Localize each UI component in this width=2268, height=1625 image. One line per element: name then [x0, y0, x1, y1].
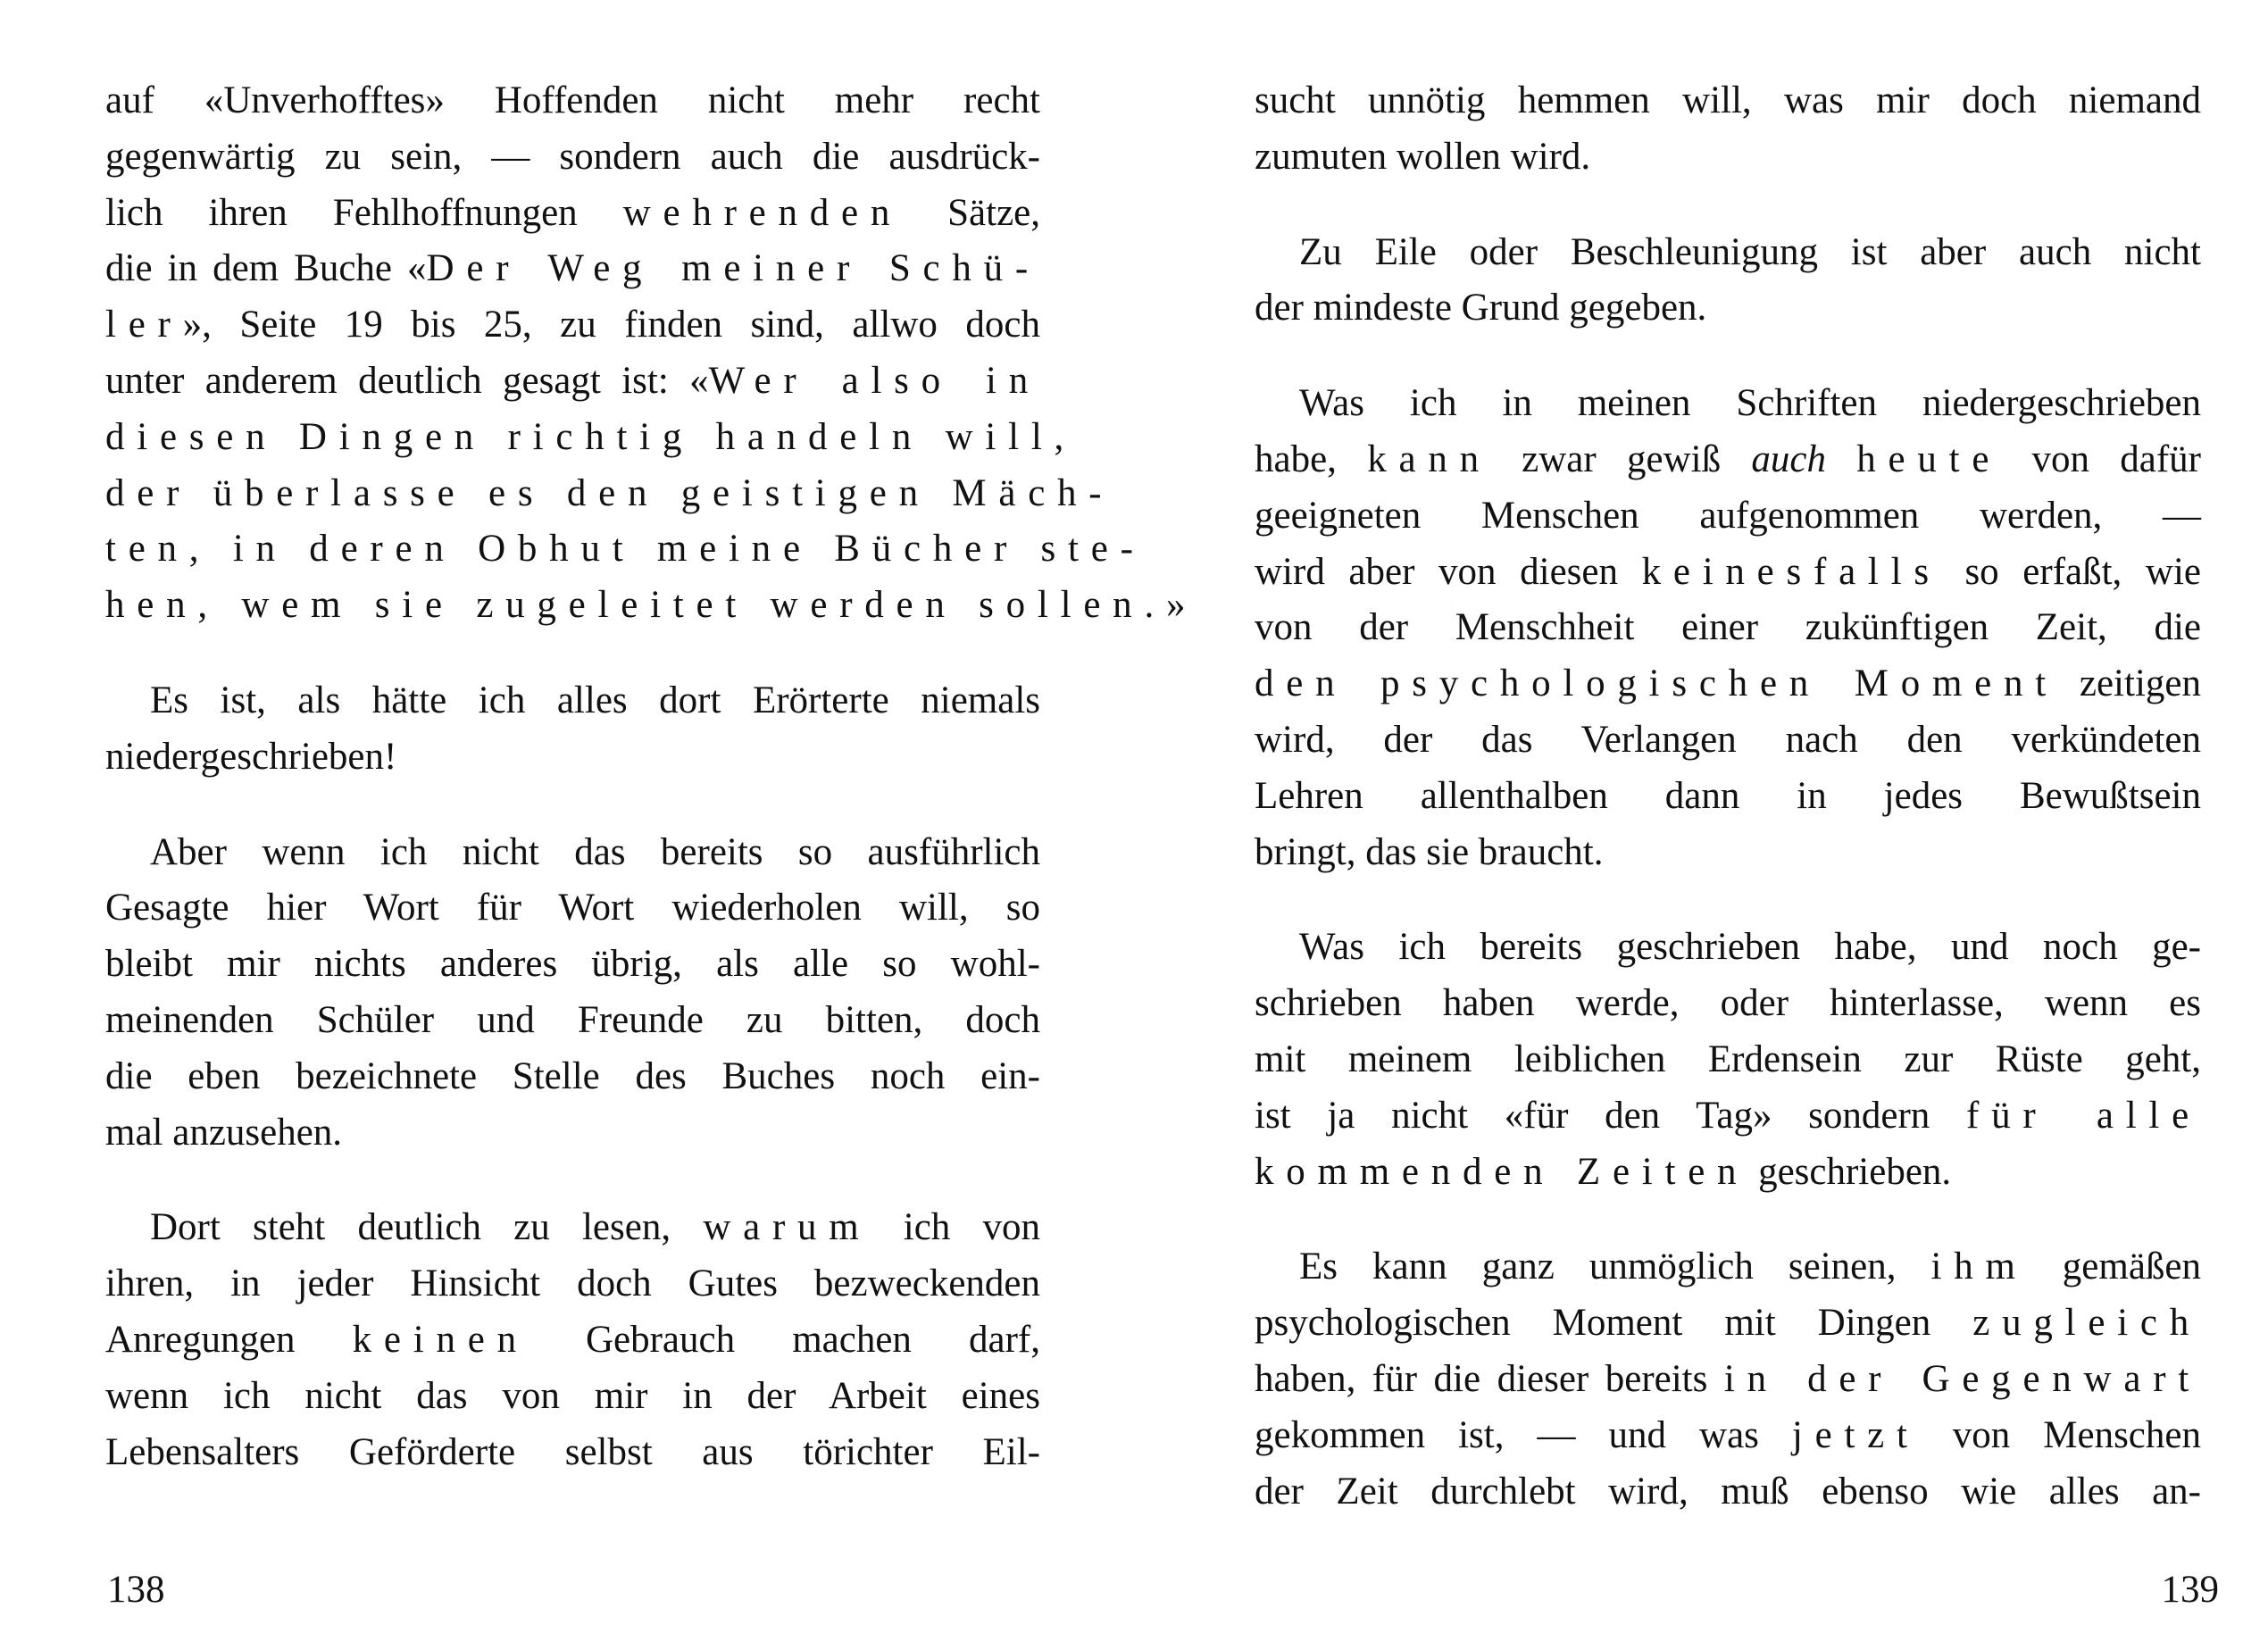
- text-line: [105, 1425, 1040, 1481]
- text-line: [105, 993, 1040, 1049]
- text-run: Es ist, als hätte ich alles dort Erörterte niemals: [150, 679, 1040, 721]
- text-line: [105, 1369, 1040, 1425]
- right-page-text: [1255, 73, 2201, 1520]
- paragraph: [1255, 73, 2201, 186]
- text-run: zwar gewiß: [1490, 438, 1752, 480]
- text-run: meinenden Schüler und Freunde zu bitten, doch: [105, 998, 1040, 1041]
- text-line: [105, 1312, 1040, 1369]
- spaced-emphasis: keinen: [352, 1318, 529, 1361]
- text-line: [105, 937, 1040, 993]
- paragraph: [1255, 225, 2201, 338]
- paragraph-gap: [1255, 186, 2201, 225]
- text-run: geschrieben.: [1748, 1150, 1952, 1193]
- text-run: », Seite 19 bis 25, zu finden sind, allwo doch: [182, 304, 1040, 346]
- text-line: [1255, 432, 2201, 488]
- paragraph-gap: [105, 1161, 1040, 1200]
- text-line: [1255, 376, 2201, 432]
- text-line: [105, 241, 1040, 297]
- text-run: Lebensalters Geförderte selbst aus törichter Eil-: [105, 1430, 1040, 1473]
- text-run: niedergeschrieben!: [105, 735, 397, 778]
- text-run: von Menschen: [1919, 1413, 2201, 1456]
- text-line: [1255, 656, 2201, 712]
- text-line: [105, 880, 1040, 937]
- italic-emphasis: auch: [1751, 438, 1826, 480]
- text-line: [1255, 545, 2201, 601]
- text-run: schrieben haben werde, oder hinterlasse, wenn es: [1255, 982, 2201, 1025]
- text-line: [1255, 129, 2201, 186]
- spaced-emphasis: heute: [1856, 438, 2002, 480]
- spaced-emphasis: zugleich: [1972, 1302, 2201, 1345]
- paragraph: [105, 1200, 1040, 1480]
- text-line: [1255, 1088, 2201, 1145]
- text-run: ist ja nicht «für den Tag» sondern: [1255, 1094, 1966, 1137]
- text-run: zeitigen: [2057, 662, 2201, 705]
- text-run: die in dem Buche «: [105, 247, 427, 290]
- spaced-emphasis: warum: [703, 1206, 871, 1249]
- paragraph-gap: [105, 786, 1040, 825]
- text-line: [105, 1200, 1040, 1256]
- text-line: [1255, 976, 2201, 1032]
- text-run: Es kann ganz unmöglich seinen,: [1299, 1246, 1931, 1288]
- text-line: [1255, 600, 2201, 656]
- text-run: gemäßen: [2027, 1246, 2201, 1288]
- text-run: Was ich bereits geschrieben habe, und noch ge-: [1299, 926, 2201, 969]
- text-line: [1255, 1464, 2201, 1521]
- paragraph: [105, 73, 1186, 634]
- text-line: [1255, 920, 2201, 976]
- text-run: Sätze,: [902, 191, 1040, 234]
- text-run: so erfaßt, wie: [1940, 550, 2201, 593]
- text-run: habe,: [1255, 438, 1368, 480]
- text-line: [105, 354, 1040, 410]
- text-line: [1255, 1145, 2201, 1201]
- text-run: psychologischen Moment mit Dingen: [1255, 1302, 1973, 1345]
- text-line: [105, 73, 1040, 129]
- spaced-emphasis: ler: [105, 304, 183, 346]
- text-run: die eben bezeichnete Stelle des Buches noch ein-: [105, 1054, 1040, 1097]
- text-line: [105, 521, 1146, 578]
- spaced-emphasis: diesen Dingen richtig handeln will,: [105, 415, 1077, 458]
- text-run: unter anderem deutlich gesagt ist: «: [105, 359, 709, 402]
- spaced-emphasis: hen, wem sie zugeleitet werden sollen.: [105, 584, 1166, 627]
- text-line: [105, 186, 1040, 242]
- text-run: Lehren allenthalben dann in jedes Bewußtsein: [1255, 774, 2201, 817]
- text-line: [1255, 1408, 2201, 1464]
- text-run: von dafür: [2001, 438, 2201, 480]
- text-run: mal anzusehen.: [105, 1111, 343, 1154]
- text-line: [1255, 225, 2201, 281]
- text-line: [105, 1105, 1040, 1162]
- text-line: [1255, 769, 2201, 825]
- left-page-text: [105, 73, 1186, 1480]
- spaced-emphasis: den psychologischen Moment: [1255, 662, 2058, 705]
- paragraph: [1255, 376, 2201, 880]
- text-line: [105, 297, 1040, 354]
- paragraph-gap: [1255, 880, 2201, 920]
- text-run: wird aber von diesen: [1255, 550, 1642, 593]
- spaced-emphasis: kommenden Zeiten: [1255, 1150, 1749, 1193]
- text-run: geeigneten Menschen aufgenommen werden, —: [1255, 494, 2201, 537]
- text-line: [1255, 280, 2201, 337]
- text-line: [1255, 73, 2201, 129]
- text-run: wenn ich nicht das von mir in der Arbeit eines: [105, 1374, 1040, 1417]
- text-run: ich von: [871, 1206, 1040, 1249]
- spaced-emphasis: ihm: [1930, 1246, 2028, 1288]
- text-run: ihren, in jeder Hinsicht doch Gutes bezweckenden: [105, 1262, 1040, 1305]
- page-number: 139: [2161, 1569, 2219, 1611]
- text-line: [105, 1256, 1040, 1312]
- text-run: haben, für die dieser bereits: [1255, 1357, 1724, 1400]
- paragraph-gap: [1255, 1200, 2201, 1239]
- paragraph: [105, 825, 1040, 1162]
- spaced-emphasis: jetzt: [1791, 1413, 1920, 1456]
- text-line: [105, 466, 1114, 522]
- paragraph-gap: [105, 634, 1040, 673]
- spaced-emphasis: wehrenden: [622, 191, 903, 234]
- text-run: Gesagte hier Wort für Wort wiederholen will, so: [105, 887, 1040, 929]
- spaced-emphasis: kann: [1367, 438, 1491, 480]
- text-run: sucht unnötig hemmen will, was mir doch niemand: [1255, 79, 2201, 121]
- spaced-emphasis: keinesfalls: [1641, 550, 1941, 593]
- text-line: [1255, 825, 2201, 881]
- text-line: [105, 729, 1040, 786]
- page-number: 138: [107, 1569, 165, 1611]
- text-line: [1255, 1296, 2201, 1352]
- paragraph-gap: [1255, 337, 2201, 376]
- text-line: [1255, 1352, 2201, 1408]
- text-run: Dort steht deutlich zu lesen,: [150, 1206, 704, 1249]
- text-line: [105, 578, 1186, 634]
- text-run: Aber wenn ich nicht das bereits so ausführlich: [150, 830, 1040, 873]
- text-run: bleibt mir nichts anderes übrig, als alle so wohl-: [105, 943, 1040, 986]
- spaced-emphasis: der überlasse es den geistigen Mäch-: [105, 471, 1114, 514]
- text-run: der Zeit durchlebt wird, muß ebenso wie alles an-: [1255, 1470, 2201, 1512]
- text-line: [105, 1049, 1040, 1105]
- text-run: Zu Eile oder Beschleunigung ist aber auch nicht: [1299, 230, 2201, 273]
- text-line: [1255, 488, 2201, 545]
- text-run: bringt, das sie braucht.: [1255, 830, 1604, 873]
- text-line: [105, 410, 1077, 466]
- spaced-emphasis: Der Weg meiner Schü-: [426, 247, 1040, 290]
- spaced-emphasis: für alle: [1966, 1094, 2201, 1137]
- text-run: Was ich in meinen Schriften niedergeschrieben: [1299, 382, 2201, 425]
- text-line: [105, 129, 1040, 186]
- text-run: [1826, 438, 1856, 480]
- text-line: [105, 673, 1040, 729]
- text-run: mit meinem leiblichen Erdensein zur Rüste geht,: [1255, 1038, 2201, 1080]
- text-run: gekommen ist, — und was: [1255, 1413, 1792, 1456]
- text-run: Anregungen: [105, 1318, 353, 1361]
- spaced-emphasis: in der Gegenwart: [1723, 1357, 2201, 1400]
- text-run: lich ihren Fehlhoffnungen: [105, 191, 623, 234]
- text-line: [1255, 712, 2201, 769]
- text-run: auf «Unverhofftes» Hoffenden nicht mehr recht: [105, 79, 1040, 121]
- text-line: [1255, 1239, 2201, 1296]
- text-run: der mindeste Grund gegeben.: [1255, 287, 1707, 329]
- text-run: wird, der das Verlangen nach den verkündeten: [1255, 718, 2201, 761]
- text-run: Gebrauch machen darf,: [528, 1318, 1041, 1361]
- text-line: [1255, 1032, 2201, 1088]
- text-run: von der Menschheit einer zukünftigen Zeit, die: [1255, 606, 2201, 649]
- spaced-emphasis: Wer also in: [708, 359, 1041, 402]
- text-run: zumuten wollen wird.: [1255, 135, 1591, 178]
- text-run: gegenwärtig zu sein, — sondern auch die ausdrück-: [105, 135, 1040, 178]
- paragraph: [105, 673, 1040, 786]
- right-page: [1134, 0, 2268, 1625]
- text-line: [105, 825, 1040, 881]
- paragraph: [1255, 1239, 2201, 1520]
- text-run: »: [1165, 584, 1186, 627]
- paragraph: [1255, 920, 2201, 1200]
- spaced-emphasis: ten, in deren Obhut meine Bücher ste-: [105, 528, 1146, 571]
